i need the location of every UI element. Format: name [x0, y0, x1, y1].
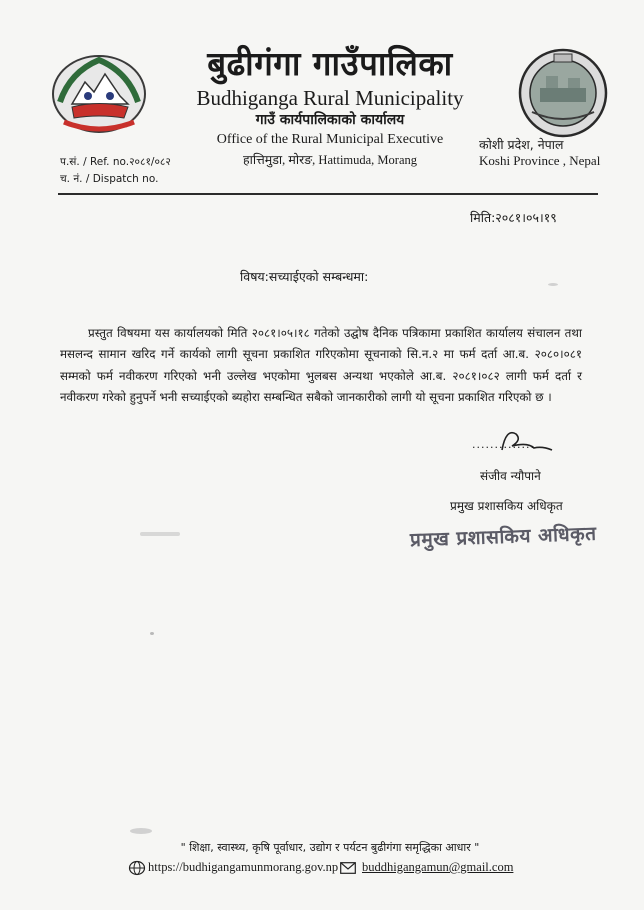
- signer-name: संजीव न्यौपाने: [480, 469, 541, 483]
- municipality-title-nepali: बुढीगंगा गाउँपालिका: [207, 44, 453, 83]
- email-link[interactable]: buddhigangamun@gmail.com: [362, 860, 514, 874]
- province-nepali: कोशी प्रदेश, नेपाल: [479, 137, 564, 152]
- globe-icon: [128, 860, 146, 876]
- reference-number: प.सं. / Ref. no.२०८१/०८२: [60, 156, 171, 168]
- municipality-title-english: Budhiganga Rural Municipality: [196, 86, 464, 110]
- signer-title: प्रमुख प्रशासकिय अधिकृत: [450, 499, 563, 513]
- signature-line: ..............: [472, 438, 535, 451]
- letter-subject: विषय:सच्याईएको सम्बन्धमा:: [240, 269, 369, 284]
- scan-speck: [140, 532, 180, 536]
- office-address: हात्तिमुडा, मोरङ, Hattimuda, Morang: [242, 153, 418, 167]
- dispatch-number: च. नं. / Dispatch no.: [60, 173, 159, 185]
- letter-date: मिति:२०८१।०५।१९: [470, 210, 557, 225]
- province-english: Koshi Province , Nepal: [479, 153, 601, 168]
- mail-icon: [340, 862, 356, 874]
- header-divider: [58, 193, 598, 195]
- scan-speck: [150, 632, 154, 635]
- office-title-english: Office of the Rural Municipal Executive: [216, 132, 444, 147]
- nepal-government-emblem: [50, 52, 148, 138]
- office-title-nepali: गाउँ कार्यपालिकाको कार्यालय: [255, 112, 405, 128]
- footer-contact: [128, 860, 528, 880]
- scan-speck: [548, 283, 558, 286]
- letter-body: प्रस्तुत विषयमा यस कार्यालयको मिति २०८१।०५।१८ गतेको उद्घोष दैनिक पत्रिकामा प्रकाशित कार्यालय संचालन तथा मसलन्द सामान खरिद गर्ने कार्यको लागी सूचना प्रकाशित गरिएकोमा सूचनाको सि.न.२ मा फर्म दर्ता आ.ब. २०८०।०८१ सम्मको फर्म नवीकरण गरिएको भनी उल्लेख भएकोमा भुलबस अन्यथा भएकोले आ.ब. २०८१।०८२ लागी फर्म दर्ता र नवीकरण गरेको हुनुपर्ने भनी सच्याईएको ब्यहोरा सम्बन्धित सबैको जानकारीको लागी यो सूचना प्रकाशित गरिएको छ ।: [60, 326, 582, 404]
- website-link[interactable]: https://budhigangamunmorang.gov.np: [148, 860, 339, 874]
- footer-motto: " शिक्षा, स्वास्थ्य, कृषि पूर्वाधार, उद्योग र पर्यटन बुढीगंगा समृद्धिका आधार ": [180, 841, 480, 854]
- official-stamp: प्रमुख प्रशासकिय अधिकृत: [409, 522, 597, 552]
- municipality-seal: [518, 48, 608, 138]
- scan-speck: [130, 828, 152, 834]
